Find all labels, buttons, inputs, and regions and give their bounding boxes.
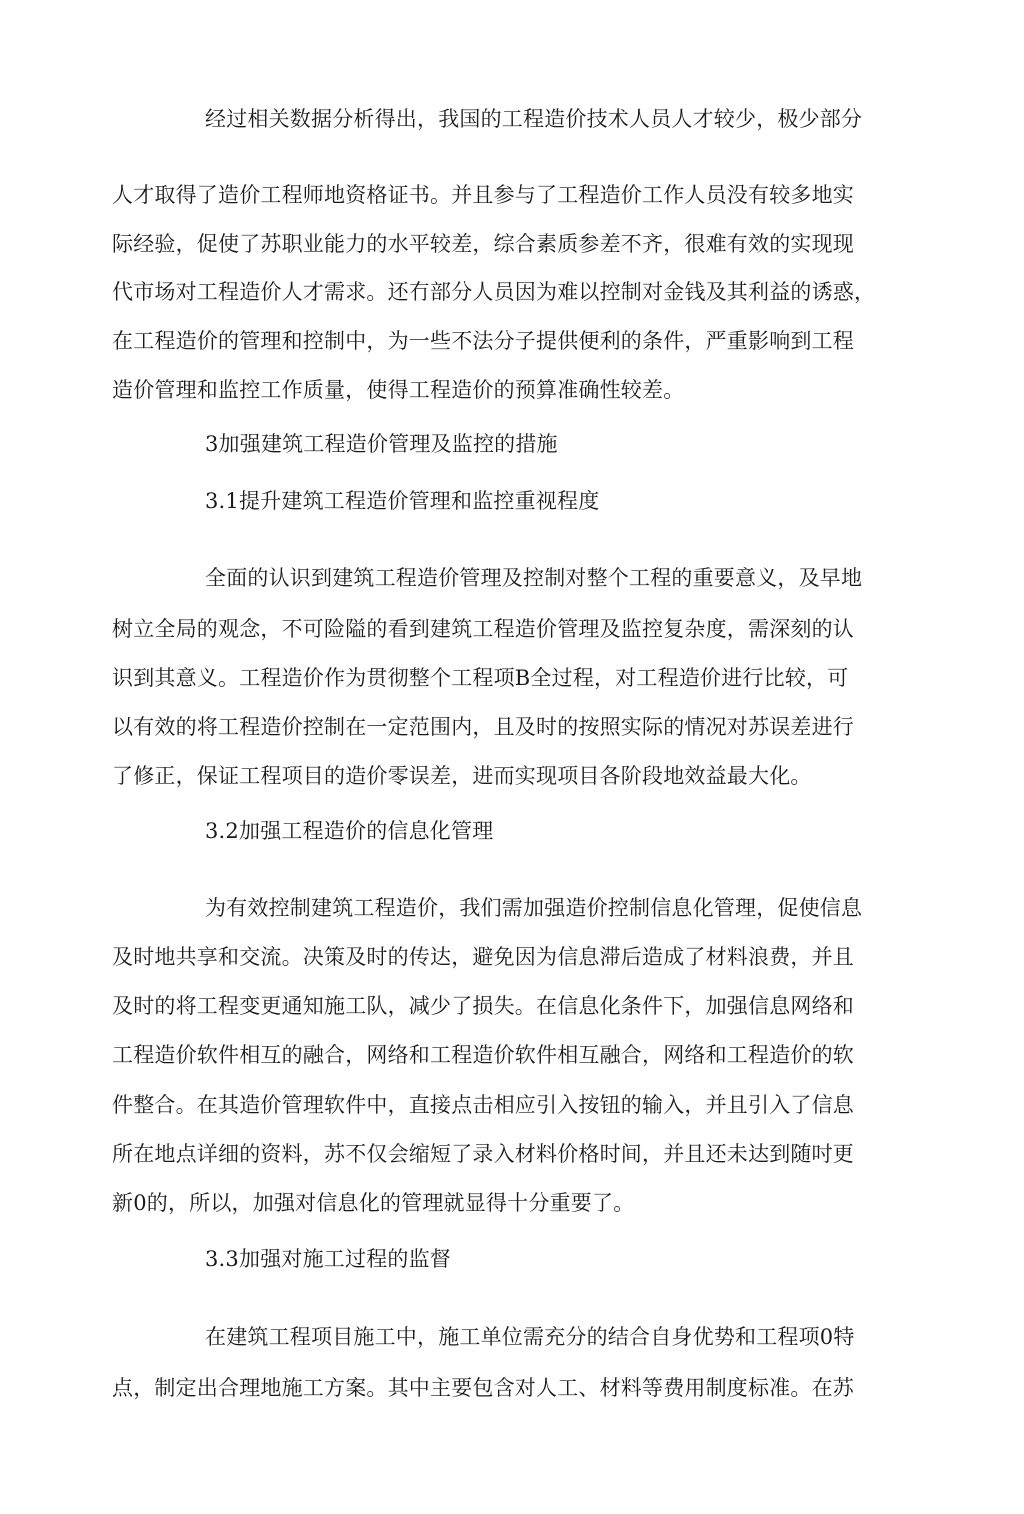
section-heading-3-3: 3.3加强对施工过程的监督 [205, 1247, 451, 1271]
para-3-2-line-6: 所在地点详细的资料，苏不仅会缩短了录入材料价格时间，并且还未达到随吋更 [112, 1142, 854, 1166]
para-3-1-line-2: 树立全局的观念，不可险隘的看到建筑工程造价管理及监控复杂度，需深刻的认 [112, 617, 854, 641]
para-3-2-line-2: 及时地共享和交流。决策及时的传达，避免因为信息滞后造成了材料浪费，并且 [112, 945, 854, 969]
para-3-3-line-1: 在建筑工程项目施工中，施工单位需充分的结合自身优势和工程项0特 [205, 1325, 855, 1349]
para-3-1-line-1: 全面的认识到建筑工程造价管理及控制对整个工程的重要意义，及早地 [205, 566, 863, 590]
para-3-1-line-5: 了修正，保证工程项目的造价零误差，进而实现项目各阶段地效益最大化。 [112, 764, 812, 788]
para-3-1-line-4: 以有效的将工程造价控制在一定范围内，且及时的按照实际的情况对苏误差进行 [112, 715, 854, 739]
intro-line-1: 经过相关数据分析得出，我国的工程造价技术人员人才较少，极少部分 [205, 107, 863, 131]
intro-line-6: 造价管理和监控工作质量，使得工程造价的预算准确性较差。 [112, 378, 685, 402]
section-heading-3: 3加强建筑工程造价管理及监控的措施 [205, 432, 558, 456]
para-3-2-line-7: 新0的，所以，加强对信息化的管理就显得十分重要了。 [112, 1191, 635, 1215]
para-3-2-line-4: 工程造价软件相互的融合，网络和工程造价软件相互融合，网络和工程造价的软 [112, 1043, 854, 1067]
section-heading-3-2: 3.2加强工程造价的信息化管理 [205, 819, 494, 843]
para-3-1-line-3: 识到其意义。工程造价作为贯彻整个工程项B全过程，对工程造价进行比较，可 [112, 666, 849, 690]
para-3-3-line-2: 点，制定出合理地施工方案。其中主要包含对人工、材料等费用制度标准。在苏 [112, 1376, 854, 1400]
intro-line-4: 代市场对工程造价人才需求。还冇部分人员因为难以控制对金钱及其利益的诱惑， [112, 280, 876, 304]
para-3-2-line-1: 为有效控制建筑工程造价，我们需加强造价控制信息化管理，促使信息 [205, 896, 863, 920]
section-heading-3-1: 3.1提升建筑工程造价管理和监控重视程度 [205, 489, 600, 513]
intro-line-3: 际经验，促使了苏职业能力的水平较差，综合素质参差不齐，很难有效的实现现 [112, 232, 854, 256]
intro-line-5: 在工程造价的管理和控制中，为一些不法分子提供便利的条件，严重影响到工程 [112, 329, 854, 353]
para-3-2-line-5: 件整合。在其造价管理软件中，直接点击相应引入按钮的输入，并且引入了信息 [112, 1093, 854, 1117]
para-3-2-line-3: 及时的将工程变更通知施工队，减少了损失。在信息化条件下，加强信息网络和 [112, 994, 854, 1018]
intro-line-2: 人才取得了造价工程师地资格证书。并且参与了工程造价工作人员没有较多地实 [112, 183, 854, 207]
